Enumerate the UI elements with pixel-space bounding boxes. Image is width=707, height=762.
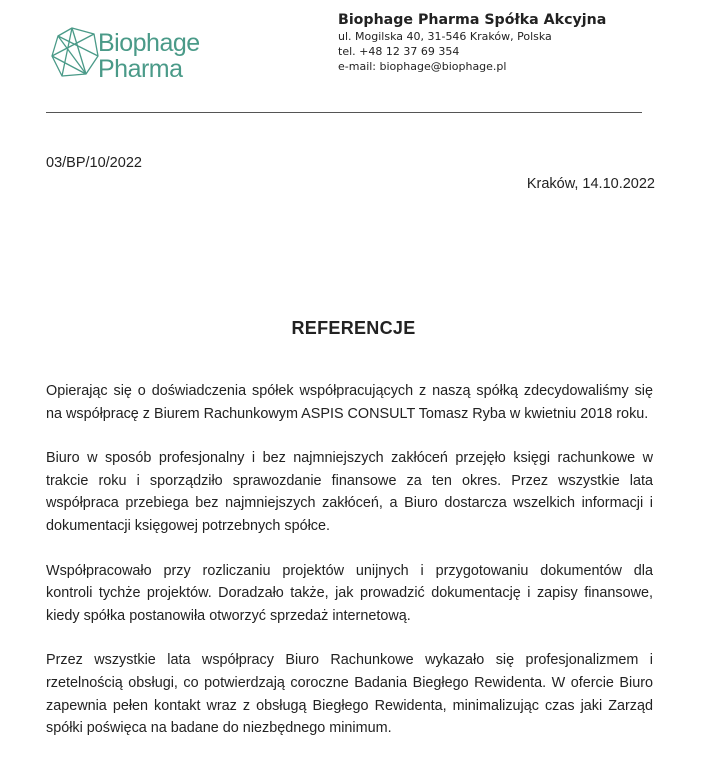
logo-wordmark: [98, 30, 200, 82]
paragraph: [46, 380, 653, 425]
logo-line-2: Pharma: [98, 55, 183, 83]
paragraph: [46, 447, 653, 537]
paragraph-line: spółki poświęca na badane do niezbędnego minimum.: [46, 720, 392, 737]
paragraph-line: Przez wszystkie lata współpracy Biuro Rachunkowe wykazało się profesjonalizmem i: [46, 652, 653, 669]
paragraph-line: rzetelnością obsługi, co potwierdzają coroczne Badania Biegłego Rewidenta. W ofercie Biuro: [46, 674, 653, 691]
header-divider: [46, 112, 642, 113]
paragraph-line: trakcie roku i sporządziło sprawozdanie finansowe za ten okres. Przez wszystkie lata: [46, 472, 653, 489]
company-header: [338, 12, 606, 74]
paragraph-line: Opierając się o doświadczenia spółek współpracujących z naszą spółką zdecydowaliśmy się: [46, 383, 653, 399]
paragraph-line: Współpracowało przy rozliczaniu projektów unijnych i przygotowaniu dokumentów dla: [46, 562, 653, 579]
letter-body: [46, 380, 653, 762]
paragraph-line: kontroli tychże projektów. Doradzało także, jak prowadzić dokumentację i zapisy finansowe,: [46, 585, 653, 602]
reference-number: 03/BP/10/2022: [46, 155, 142, 171]
paragraph-line: kiedy spółka postanowiła otworzyć sprzedaż internetową.: [46, 607, 411, 624]
company-address: ul. Mogilska 40, 31-546 Kraków, Polska: [338, 30, 552, 43]
paragraph-line: na współpracę z Biurem Rachunkowym ASPIS CONSULT Tomasz Ryba w kwietniu 2018 roku.: [46, 405, 649, 422]
paragraph-line: współpraca przebiega bez najmniejszych zakłóceń, a Biuro dostarcza wszelkich informacji i: [46, 495, 653, 512]
paragraph-line: dokumentacji księgowej potrzebnych spółce.: [46, 517, 330, 534]
company-phone: tel. +48 12 37 69 354: [338, 45, 460, 58]
paragraph-line: Biuro w sposób profesjonalny i bez najmniejszych zakłóceń przejęło księgi rachunkowe w: [46, 450, 653, 467]
paragraph: [46, 560, 653, 628]
paragraph-line: zapewnia pełen kontakt wraz z obsługą Biegłego Rewidenta, minimalizując czas jaki Zarząd: [46, 697, 653, 714]
company-name: Biophage Pharma Spółka Akcyjna: [338, 12, 607, 28]
place-date: Kraków, 14.10.2022: [526, 176, 655, 192]
document-title: REFERENCJE: [291, 318, 416, 338]
logo-line-1: Biophage: [98, 29, 200, 57]
company-email: e-mail: biophage@biophage.pl: [338, 60, 507, 73]
paragraph: [46, 649, 653, 739]
